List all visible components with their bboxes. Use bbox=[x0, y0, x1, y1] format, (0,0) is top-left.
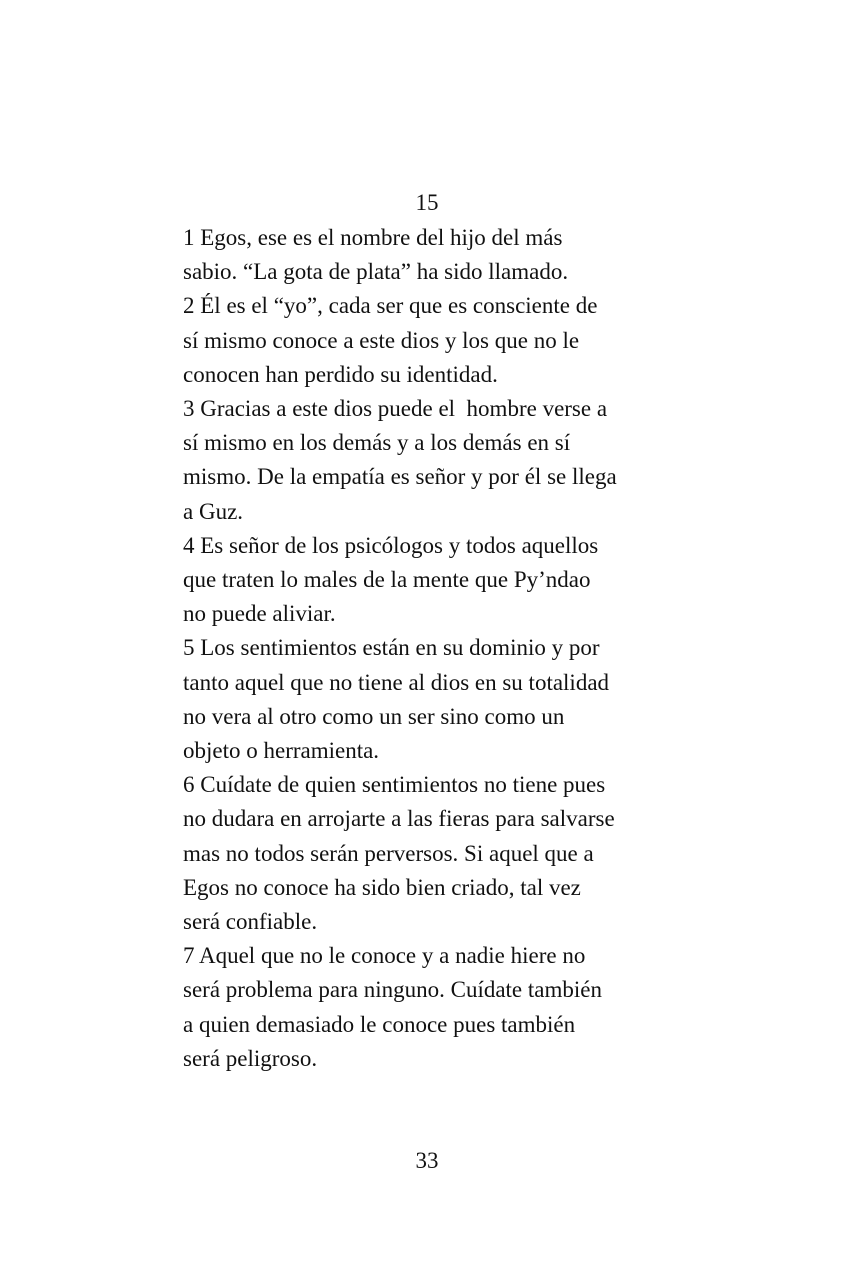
text-line: no vera al otro como un ser sino como un bbox=[183, 703, 565, 729]
text-line: será confiable. bbox=[183, 909, 318, 935]
text-line: sí mismo en los demás y a los demás en sí bbox=[183, 430, 571, 456]
text-line: 3 Gracias a este dios puede el hombre verse a bbox=[183, 396, 608, 422]
text-line: mismo. De la empatía es señor y por él se llega bbox=[183, 464, 617, 490]
text-line: a quien demasiado le conoce pues también bbox=[183, 1011, 576, 1037]
page-number: 33 bbox=[415, 1148, 439, 1173]
text-line: 6 Cuídate de quien sentimientos no tiene pues bbox=[183, 772, 606, 798]
text-line: será peligroso. bbox=[183, 1045, 318, 1071]
text-line: sí mismo conoce a este dios y los que no le bbox=[183, 327, 580, 353]
text-line: Egos no conoce ha sido bien criado, tal vez bbox=[183, 874, 581, 900]
text-line: 2 Él es el “yo”, cada ser que es consciente de bbox=[183, 293, 598, 319]
text-line: sabio. “La gota de plata” ha sido llamado. bbox=[183, 259, 569, 285]
text-line: objeto o herramienta. bbox=[183, 738, 380, 764]
text-line: mas no todos serán perversos. Si aquel que a bbox=[183, 840, 594, 866]
text-line: conocen han perdido su identidad. bbox=[183, 361, 498, 387]
text-line: a Guz. bbox=[183, 498, 244, 524]
text-line: 7 Aquel que no le conoce y a nadie hiere no bbox=[183, 943, 586, 969]
chapter-body bbox=[183, 221, 683, 1076]
text-line: 1 Egos, ese es el nombre del hijo del más bbox=[183, 225, 563, 250]
text-line: 5 Los sentimientos están en su dominio y por bbox=[183, 635, 600, 661]
text-line: será problema para ninguno. Cuídate también bbox=[183, 977, 602, 1003]
text-line: que traten lo males de la mente que Py’ndao bbox=[183, 567, 591, 593]
text-line: no puede aliviar. bbox=[183, 601, 336, 627]
text-line: tanto aquel que no tiene al dios en su totalidad bbox=[183, 669, 610, 695]
text-line: no dudara en arrojarte a las fieras para salvarse bbox=[183, 806, 615, 832]
text-line: 4 Es señor de los psicólogos y todos aquellos bbox=[183, 532, 599, 558]
chapter-number: 15 bbox=[415, 190, 439, 215]
